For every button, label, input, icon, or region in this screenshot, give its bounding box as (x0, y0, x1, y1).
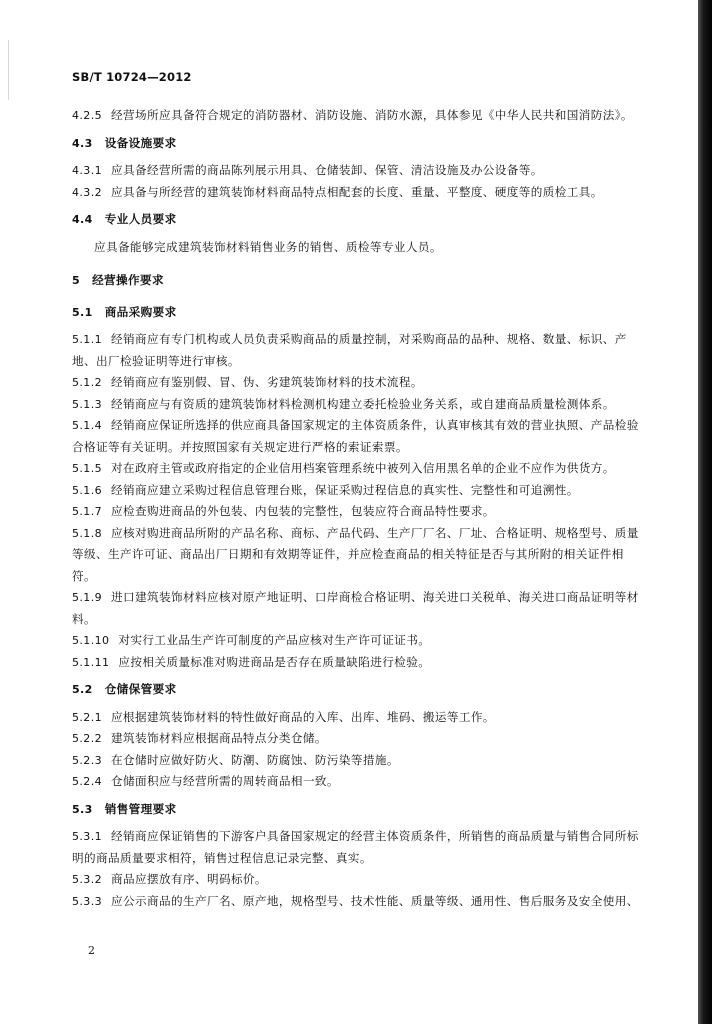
clause-text: 对在政府主管或政府指定的企业信用档案管理系统中被列入信用黑名单的企业不应作为供货方。 (111, 461, 615, 475)
clause-number: 5.1.2 (72, 376, 102, 389)
clause-number: 5 (72, 274, 81, 287)
scan-page-edge (698, 0, 712, 1024)
clause-paragraph (72, 728, 642, 750)
clause-number: 4.3 (72, 136, 93, 150)
clause-number: 4.3.2 (72, 185, 102, 199)
clause-paragraph (72, 501, 642, 523)
clause-text: 经营操作要求 (92, 273, 165, 287)
clause-paragraph (72, 523, 642, 588)
clause-paragraph (72, 630, 642, 652)
clause-text: 应核对购进商品所附的产品名称、商标、产品代码、生产厂厂名、厂址、合格证明、规格型号、质量等级、生产许可证、商品出厂日期和有效期等证件，并应检查商品的相关特征是否与其所附的相关证件相符。 (72, 525, 639, 583)
clause-text: 经销商应有鉴别假、冒、伪、劣建筑装饰材料的技术流程。 (111, 375, 423, 389)
clause-number: 5.2.1 (72, 710, 102, 724)
clause-number: 5.1.11 (72, 655, 110, 669)
clause-paragraph (72, 480, 642, 502)
document-body (72, 105, 642, 912)
clause-number: 5.1.3 (72, 397, 102, 411)
section-heading (72, 799, 642, 821)
clause-text: 经销商应与有资质的建筑装饰材料检测机构建立委托检验业务关系，或自建商品质量检测体系。 (111, 396, 615, 411)
clause-text: 仓储保管要求 (104, 682, 177, 696)
clause-text: 建筑装饰材料应根据商品特点分类仓储。 (111, 731, 327, 745)
clause-number: 5.2.2 (72, 732, 102, 745)
clause-paragraph (72, 750, 642, 772)
clause-number: 5.1.7 (72, 505, 102, 518)
clause-text: 应具备能够完成建筑装饰材料销售业务的销售、质检等专业人员。 (94, 239, 442, 254)
clause-text: 经销商应保证所选择的供应商具备国家规定的主体资质条件，认真审核其有效的营业执照、产品检验合格证等有关证明。并按照国家有关规定进行严格的索证索票。 (72, 418, 639, 454)
clause-text: 应按相关质量标准对购进商品是否存在质量缺陷进行检验。 (118, 654, 431, 669)
clause-number: 5.2.4 (72, 775, 102, 788)
scan-artifact (8, 40, 9, 100)
clause-number: 4.4 (72, 213, 93, 226)
clause-text: 商品采购要求 (104, 304, 177, 319)
clause-number: 5.1.9 (72, 591, 102, 604)
clause-number: 5.1.4 (72, 419, 102, 432)
clause-number: 5.2 (72, 683, 93, 696)
clause-number: 5.3.2 (72, 873, 102, 886)
clause-paragraph (72, 415, 642, 458)
clause-paragraph (72, 329, 642, 372)
paragraph (72, 237, 642, 259)
document-page (72, 70, 642, 912)
clause-text: 对实行工业品生产许可制度的产品应核对生产许可证证书。 (118, 633, 431, 647)
clause-number: 5.3 (72, 802, 93, 816)
clause-paragraph (72, 160, 642, 182)
clause-paragraph (72, 458, 642, 480)
clause-text: 经销商应有专门机构或人员负责采购商品的质量控制，对采购商品的品种、规格、数量、标识、产地、出厂检验证明等进行审核。 (72, 332, 627, 368)
clause-number: 5.3.3 (72, 894, 102, 908)
clause-paragraph (72, 891, 642, 913)
clause-paragraph (72, 105, 642, 127)
standard-code-header: SB/T 10724—2012 (72, 70, 192, 84)
clause-paragraph (72, 394, 642, 416)
clause-text: 在仓储时应做好防火、防潮、防腐蚀、防污染等措施。 (111, 752, 399, 767)
clause-text: 经销商应保证销售的下游客户具备国家规定的经营主体资质条件，所销售的商品质量与销售合同所标明的商品质量要求相符，销售过程信息记录完整、真实。 (72, 829, 639, 865)
clause-text: 仓储面积应与经营所需的周转商品相一致。 (111, 774, 339, 788)
clause-paragraph (72, 869, 642, 891)
clause-paragraph (72, 826, 642, 869)
clause-text: 应具备与所经营的建筑装饰材料商品特点相配套的长度、重量、平整度、硬度等的质检工具。 (111, 184, 603, 199)
clause-number: 5.1.5 (72, 462, 102, 475)
clause-text: 商品应摆放有序、明码标价。 (111, 872, 267, 886)
section-heading (72, 679, 642, 701)
section-heading (72, 302, 642, 324)
clause-text: 应公示商品的生产厂名、原产地，规格型号、技术性能、质量等级、通用性、售后服务及安全使用、 (111, 893, 639, 908)
clause-number: 5.1.10 (72, 634, 110, 647)
clause-paragraph (72, 182, 642, 204)
clause-number: 5.1 (72, 305, 93, 319)
section-heading (72, 209, 642, 231)
clause-paragraph (72, 587, 642, 630)
clause-text: 应具备经营所需的商品陈列展示用具、仓储装卸、保管、清洁设施及办公设备等。 (111, 163, 543, 177)
clause-number: 5.1.1 (72, 333, 102, 346)
clause-text: 进口建筑装饰材料应核对原产地证明、口岸商检合格证明、海关进口关税单、海关进口商品证明等材料。 (72, 590, 639, 626)
clause-paragraph (72, 771, 642, 793)
clause-number: 5.2.3 (72, 753, 102, 767)
chapter-heading (72, 270, 642, 292)
clause-text: 应根据建筑装饰材料的特性做好商品的入库、出库、堆码、搬运等工作。 (111, 709, 495, 724)
clause-number: 4.3.1 (72, 164, 102, 177)
clause-text: 应检查购进商品的外包装、内包装的完整性，包装应符合商品特性要求。 (111, 504, 495, 518)
section-heading (72, 133, 642, 155)
clause-number: 5.3.1 (72, 830, 102, 843)
clause-paragraph (72, 707, 642, 729)
clause-number: 5.1.6 (72, 483, 102, 497)
clause-text: 经营场所应具备符合规定的消防器材、消防设施、消防水源，具体参见《中华人民共和国消防法》。 (111, 108, 633, 122)
clause-text: 经销商应建立采购过程信息管理台账，保证采购过程信息的真实性、完整性和可追溯性。 (111, 482, 579, 497)
clause-number: 5.1.8 (72, 526, 102, 540)
clause-paragraph (72, 372, 642, 394)
clause-text: 销售管理要求 (104, 801, 177, 816)
clause-paragraph (72, 652, 642, 674)
clause-text: 专业人员要求 (104, 212, 177, 226)
clause-text: 设备设施要求 (104, 135, 177, 150)
clause-number: 4.2.5 (72, 109, 102, 122)
page-number: 2 (88, 944, 95, 957)
